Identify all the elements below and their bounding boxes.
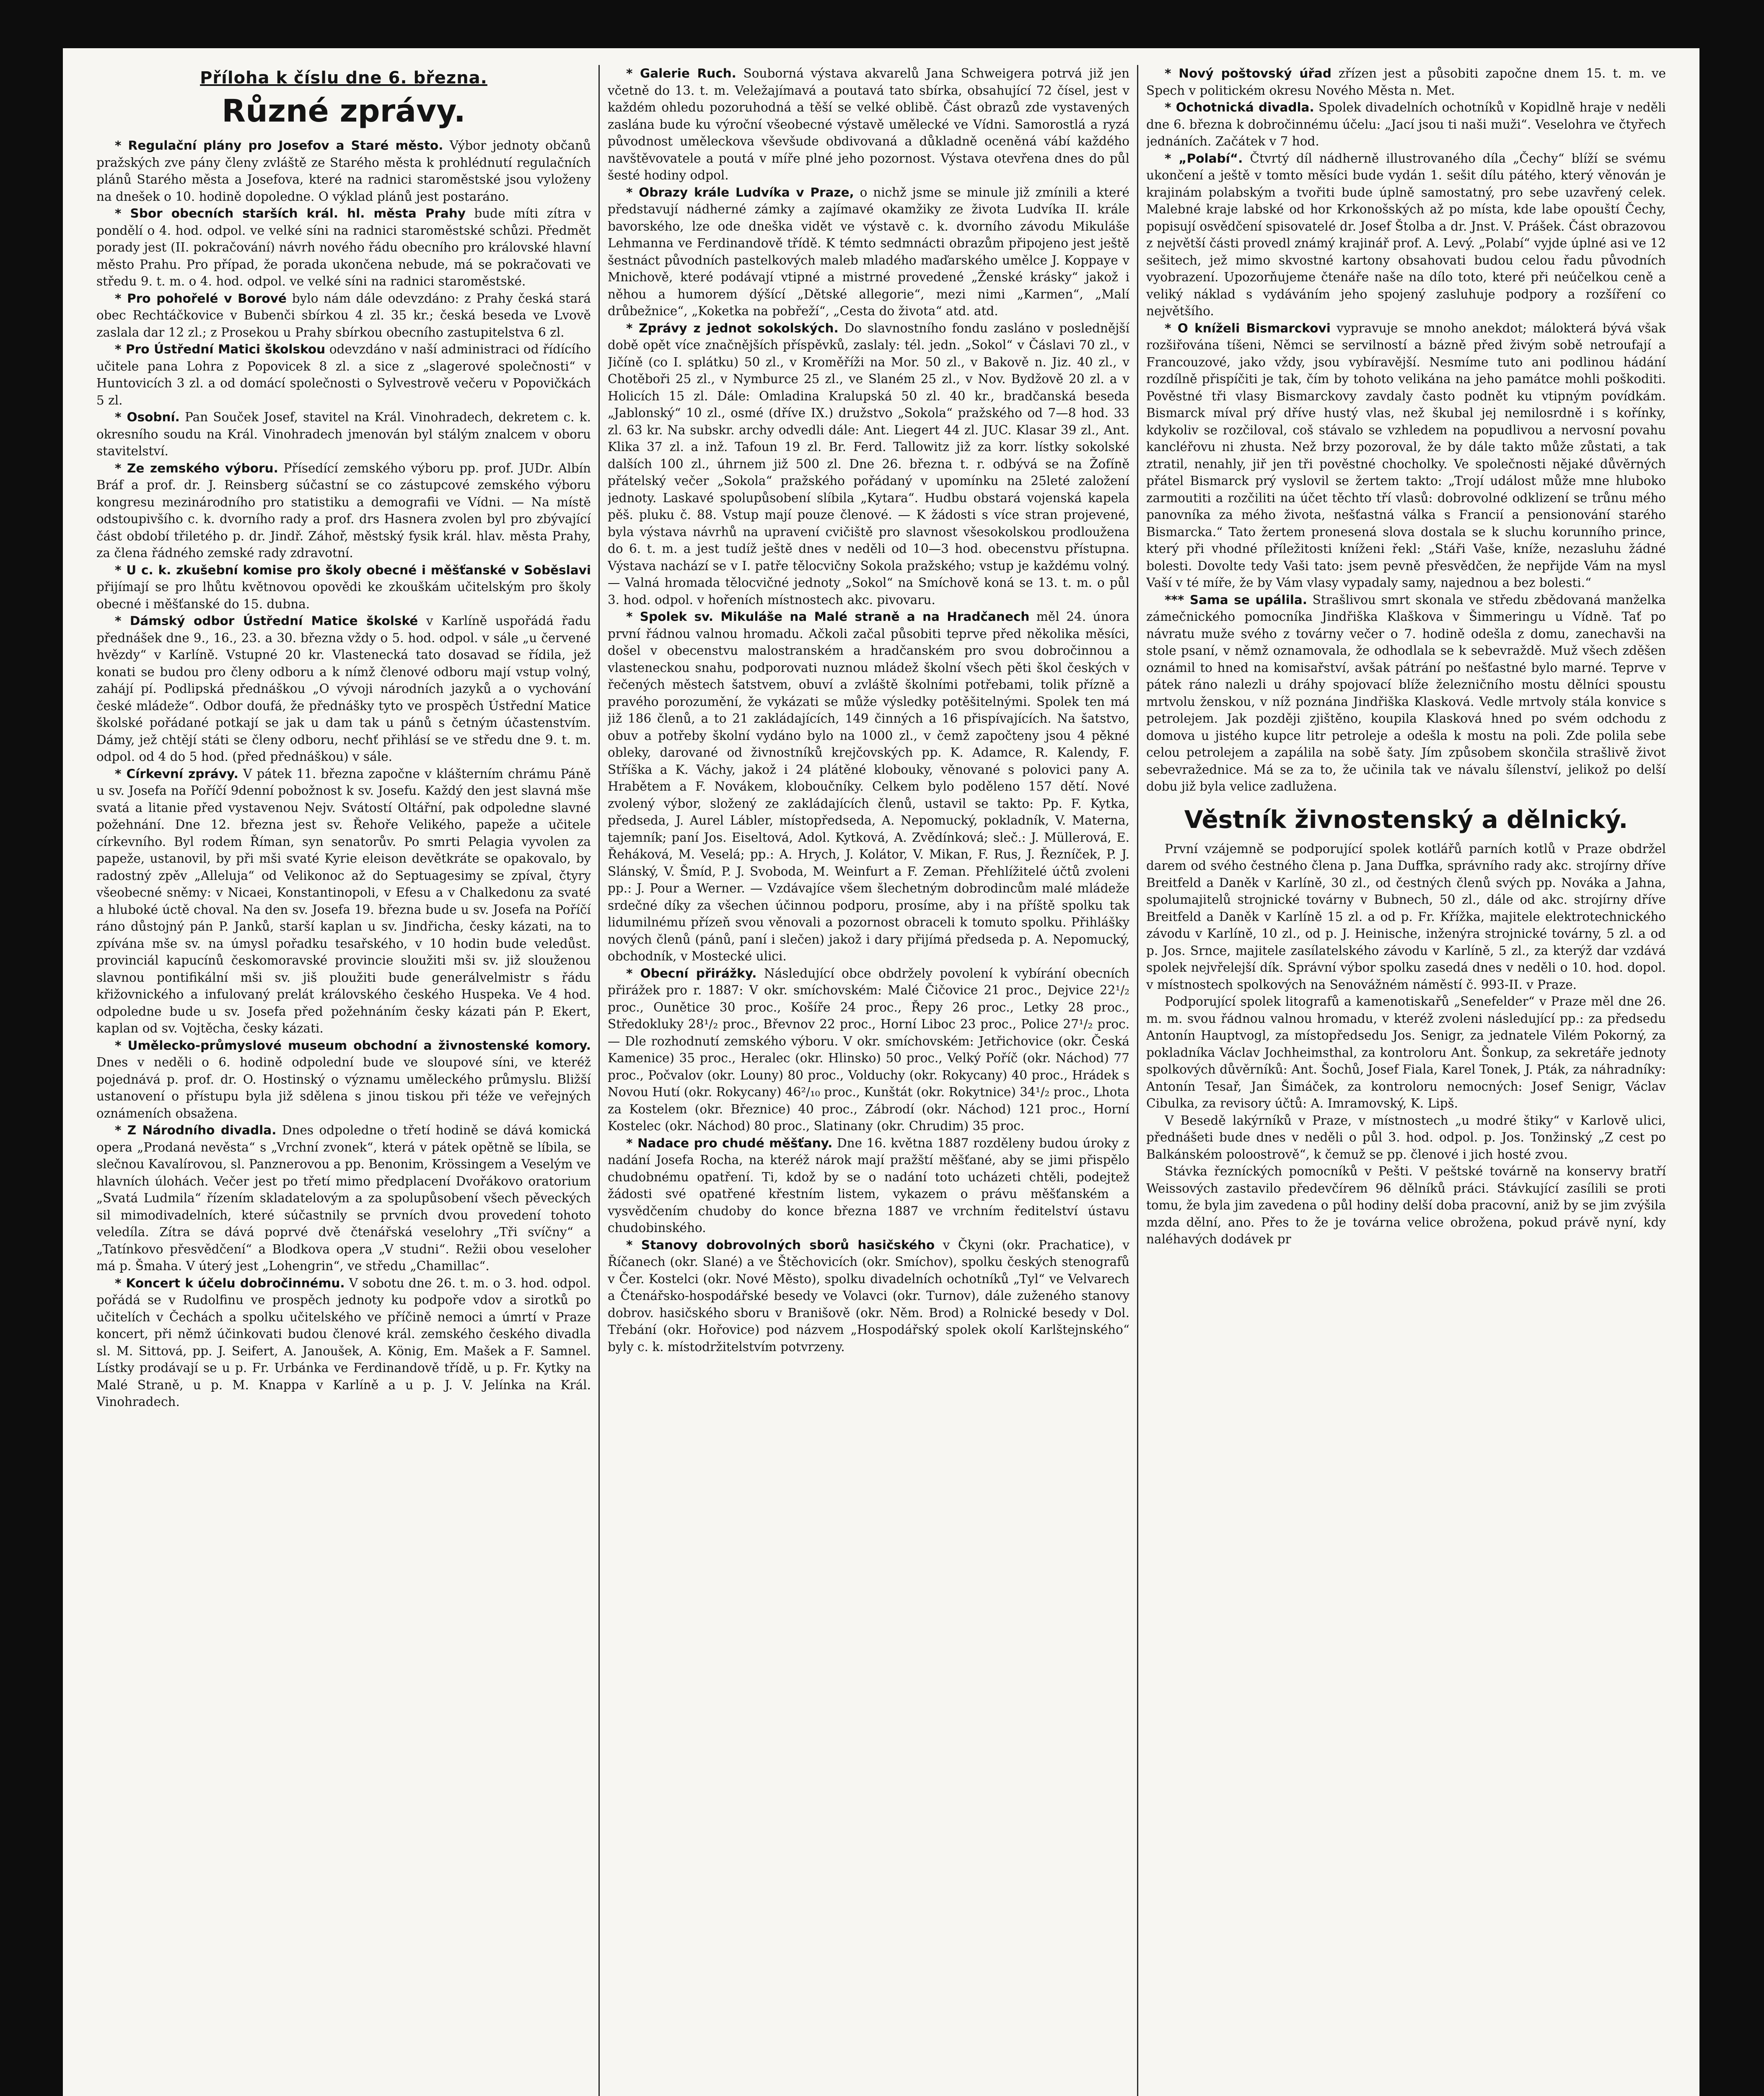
news-item-text: Podporující spolek litografů a kamenotiskařů „Senefelder“ v Praze měl dne 26. m. m. svou řádnou valnou hromadu, v kteréž zvoleni následující pp.: za předsedu Antonín Hauptvogl, za místopředsedu Jos. Senigr, za jednatele Vilém Pokorný, za pokladníka Václav Jochheimsthal, za kontroloru Ant. Šonkup, za sekretáře jednoty spolkových důvěrníků: Ant. Šochů, Josef Fiala, Karel Tonek, J. Pták, za náhradníky: Antonín Tesař, Jan Šimáček, za kontroloru nemocných: Josef Senigr, Václav Cibulka, za revisory účtů: A. Imramovský, K. Lipš. — [1146, 994, 1666, 1110]
news-item — [96, 765, 591, 1037]
news-item — [608, 965, 1129, 1135]
news-item — [1146, 591, 1666, 795]
news-item — [1146, 150, 1666, 320]
news-item-heading: * Zprávy z jednot sokolských. — [626, 321, 839, 335]
news-item-heading: * Osobní. — [115, 410, 180, 424]
newspaper-page — [63, 48, 1699, 2096]
news-item-text: V pátek 11. března započne v klášterním chrámu Páně u sv. Josefa na Poříčí 9denní pobožnost k sv. Josefu. Každý den jest slavná mše svatá a litanie před vystavenou Nejv. Svátostí Oltářní, pak odpoledne slavné požehnání. Dne 12. března jest sv. Řehoře Velikého, papeže a učitele církevního. Byl rodem Říman, syn senatorův. Po smrti Pelagia vyvolen za papeže, ustanovil, by při mši svaté Kyrie eleison devětkráte se opakovalo, by radostný zpěv „Alleluja“ od Velikonoc až do Septuagesimy se zpíval, čtyry všeobecné sněmy: v Nicaei, Konstantinopoli, v Efesu a v Chalkedonu za svaté a hluboké úctě choval. Na den sv. Josefa 19. března bude u sv. Josefa na Poříčí ráno důstojný pán P. Janků, starší kaplan u sv. Jindřicha, česky kázati, na to zpívána mše sv. na úmysl pořadku tesařského, v 10 hodin bude veledůst. provinciál kapucínů českomoravské provincie sloužiti mši sv. již slouženou slavnou pontifikální mši sv. jiš ploužiti bude generálvelmistr s řádu křižovnického a infulovaný prelát královského českého Huspeka. Ve 4 hod. odpoledne bude u sv. Josefa před požehnáním česky kázati pán P. Ekert, kaplan od sv. Vojtěcha, česky kázati. — [96, 766, 591, 1035]
news-item-heading: * Galerie Ruch. — [626, 66, 736, 80]
news-item — [96, 205, 591, 290]
news-item — [1146, 99, 1666, 150]
news-item — [96, 409, 591, 460]
news-item-text: v Čkyni (okr. Prachatice), v Říčanech (okr. Slané) a ve Štěchovicích (okr. Smíchov), spolku českých stenografů v Čer. Kostelci (okr. Nové Město), spolku divadelních ochotníků „Tyl“ ve Velvarech a Čtenářsko-hospodářské besedy ve Volavci (okr. Turnov), dále zuženého stanovy dobrov. hasičského sboru v Branišově (okr. Něm. Brod) a Rolnické besedy v Dol. Třebání (okr. Hořovice) pod názvem „Hospodářský spolek okolí Karlštejnského“ byly c. k. místodržitelstvím potvrzeny. — [608, 1237, 1129, 1354]
news-item-text: o nichž jsme se minule již zmínili a které představují nádherné zámky a zajímavé okamžiky ze života Ludvíka II. krále bavorského, lze ode dneška vidět ve výstavě c. k. dvorního závodu Mikuláše Lehmanna ve Ferdinandově třídě. K témto sedmnácti obrazům připojeno jest ještě šestnáct původních pastelkových maleb mladého maďarského umělce J. Koppaye v Mnichově, které podávají vtipné a mistrné provedené „Ženské krásky“ jakož i něhou a humorem dýšící „Dětské allegorie“, mezi nimi „Karmen“, „Malí drůbežnice“, „Koketka na pobřeží“, „Cesta do života“ atd. atd. — [608, 185, 1129, 318]
news-item-heading: * Spolek sv. Mikuláše na Malé straně a na Hradčanech — [626, 610, 1030, 624]
news-item-heading: * Regulační plány pro Josefov a Staré město. — [115, 138, 443, 153]
article-list — [608, 65, 1129, 1355]
news-item-heading: * „Polabí“. — [1165, 151, 1243, 166]
column-3 — [1146, 65, 1666, 2096]
news-item — [96, 562, 591, 613]
column-rule — [598, 65, 600, 2096]
news-item — [608, 65, 1129, 184]
news-item — [608, 1135, 1129, 1237]
news-item — [608, 184, 1129, 320]
news-item-heading: * Církevní zprávy. — [115, 766, 238, 781]
news-item — [96, 1275, 591, 1411]
news-item — [96, 1037, 591, 1122]
news-item-heading: * Stanovy dobrovolných sborů hasičského — [626, 1237, 935, 1252]
news-item-heading: * U c. k. zkušební komise pro školy obecné i měšťanské v Soběslavi — [115, 563, 591, 577]
news-item-heading: * Pro pohořelé v Borové — [115, 291, 287, 306]
news-item-text: vypravuje se mnoho anekdot; málokterá bývá však rozšiřována tíšeni, Němci se servilností a bázně před živým sobě netroufají a Francouzové, jako vždy, jsou vybíravější. Nesmíme tuto ani podlinou hádání rozdílně přispíčiti je tak, čím by tohoto velikána na jeho památce mohli poškoditi. Pověstné tři vlasy Bismarckovy zavdaly často podnět ku vtipným povídkám. Bismarck míval prý dříve hustý vlas, než škubal jej nemilosrdně i s kořínky, kdykoliv se rozčiloval, coš stávalo se vzhledem na popudlivou a nervosní povahu kancléřovu ni zhusta. Než brzy pozoroval, že by dále takto může zůstati, a tak ztratil, nenahly, jiř jen tři pověstné chocholky. Ve společnosti nějaké důvěrných přátel Bismarck prý vyslovil se žertem takto: „Trojí událost může mne hluboko zarmoutiti a rozčiliti na účet těchto tří vlasů: dobrovolné odklizení se trůnu mého panovníka za mého života, nešťastná válka s Francií a pensionování starého Bismarcka.“ Tato žertem pronesená slova dostala se k sluchu korunního prince, který při vhodné příležitosti kníženi řekl: „Stáři Vaše, kníže, nezasluhu žádné bolesti. Dovolte tedy Vaši tato: jsem pevně přesvědčen, že nepřijde Vám na mysl Vaší v té míře, že by Vám vlasy vypadaly samy, najednou a bez bolesti.“ — [1146, 321, 1666, 590]
news-item-text: Spolek divadelních ochotníků v Kopidlně hraje v neděli dne 6. března k dobročinnému účelu: „Jací jsou ti naši muži“. Veselohra ve čtyřech jednáních. Začátek v 7 hod. — [1146, 100, 1666, 148]
news-item-text: zřízen jest a působiti započne dnem 15. t. m. ve Spech v politickém okresu Nového Města n. Met. — [1146, 66, 1666, 98]
news-item-text: Výbor jednoty občanů pražských zve pány členy zvláště ze Starého města k prohlédnutí regulačních plánů Starého města a Josefova, které na radnici staroměstské jsou vyloženy na dnešek o 10. hodině dopoledne. O výklad plánů jest postaráno. — [96, 138, 591, 204]
news-item-heading: * Nový poštovský úřad — [1165, 66, 1331, 80]
news-item-heading: * Pro Ústřední Matici školskou — [115, 342, 326, 356]
article-list — [1146, 65, 1666, 1248]
news-item-heading: *** Sama se upálila. — [1165, 592, 1307, 607]
column-1 — [96, 65, 591, 2096]
news-item-text: V sobotu dne 26. t. m. o 3. hod. odpol. pořádá se v Rudolfinu ve prospěch jednoty ku podpoře vdov a sirotků po učitelích v Čechách a spolku učitelského ve příčině nemoci a úmrtí v Praze koncert, při němž účinkovati budou členové král. zemského českého divadla sl. M. Sittová, pp. J. Seifert, A. Janoušek, A. König, Em. Mašek a F. Samnel. Lístky prodávají se u p. Fr. Urbánka ve Ferdinandově třídě, u p. Fr. Kytky na Malé Straně, u p. M. Knappa v Karlíně a u p. J. V. Jelínka na Král. Vinohradech. — [96, 1276, 591, 1409]
news-item-text: v Karlíně uspořádá řadu přednášek dne 9., 16., 23. a 30. března vždy o 5. hod. odpol. v sále „u červené hvězdy“ v Karlíně. Vstupné 20 kr. Vlastenecká tato dosavad se řídila, jež konati se budou pro členy odboru a k nímž členové odboru mají vstup volný, zahájí pí. Podlipská přednáškou „O vývoji národních jazyků a o vychování české mládeže“. Odbor doufá, že přednášky tyto ve prospěch Ústřední Matice školské pořádané potkají se jak u dam tak u pánů s četným účastenstvím. Dámy, jež chtějí státi se členy odboru, nechť přihlásí se ve středu dne 9. t. m. odpol. od 4 do 5 hod. (před přednáškou) v sále. — [96, 614, 591, 764]
news-item — [1146, 320, 1666, 591]
news-item-text: Čtvrtý díl nádherně illustrovaného díla „Čechy“ blíží se svému ukončení a ještě v tomto měsíci bude vydán 1. sešit dílu pátého, který věnován je krajinám polabským a tvořiti bude úplně samostatný, pro sebe uzavřený celek. Malebné kraje labské od hor Krkonošských až po místa, kde labe opouští Čechy, popisují osvědčení spisovatelé dr. Josef Štolba a dr. Jnst. V. Prášek. Část obrazovou z největší části provedl známý krajinář prof. A. Levý. „Polabí“ vyjde úplné asi ve 12 sešitech, jež mimo skvostné kartony obsahovati budou celou řadu původních vyobrazení. Upozorňujeme čtenáře naše na dílo toto, které při neúčelkou ceně a veliký náklad s vydáváním jeho spojený zasluhuje podpory a rozšíření co největšího. — [1146, 151, 1666, 318]
news-item — [1146, 840, 1666, 994]
news-item-text: Souborná výstava akvarelů Jana Schweigera potrvá již jen včetně do 13. t. m. Veležajímavá a poutavá tato sbírka, obsahující 72 čísel, jest v každém ohledu pozoruhodná a těší se velké oblibě. Část obrazů zde vystavených zaslána bude ku výroční všeobecné výstavě umělecké ve Vídni. Samorostlá a ryzá původnost uměleckova vševšude obdivovaná a důkladně oceněná vábí každého navštěvovatele a poutá v míře plné jeho pozornost. Výstava otevřena dnes do půl šesté hodiny odpol. — [608, 66, 1129, 182]
news-item-text: bylo nám dále odevzdáno: z Prahy česká stará obec Rechtáčkovice v Bubenči sbírkou 4 zl. 35 kr.; česká beseda ve Lvově zaslala dar 12 zl.; z Prosekou u Prahy sbírkou obecního zastupitelstva 6 zl. — [96, 291, 591, 340]
news-item-heading: * O kníželi Bismarckovi — [1165, 321, 1331, 335]
news-item-text: Dnes odpoledne o třetí hodině se dává komická opera „Prodaná nevěsta“ s „Vrchní zvonek“, která v pátek opětně se líbila, se slečnou Kavalírovou, sl. Panznerovou a pp. Benonim, Krössingem a Veselým ve hlavních úlohách. Večer jest po třetí mimo předplacení Dvořákovo oratorium „Svatá Ludmila“ řízením skladatelovým a za spolupůsobení všech pěveckých sil mimodivadelních, které súčastnily se prvních dvou provedení tohoto veledíla. Zítra se dává poprvé dvě čtenářská veselohry „Tři svíčny“ a „Tatínkovo přesvědčení“ a Blodkova opera „V studni“. Režii obou veseloher má p. Šmaha. V úterý jest „Lohengrin“, ve středu „Chamillac“. — [96, 1123, 591, 1273]
news-item-heading: * Ze zemského výboru. — [115, 461, 278, 475]
section-title-trade: Věstník živnostenský a dělnický. — [1184, 805, 1628, 834]
news-item-text: Přísedící zemského výboru pp. prof. JUDr. Albín Bráf a prof. dr. J. Reinsberg súčastní se co zástupcové zemského výboru kongresu mezinárodního pro statistiku a demografii ve Vídni. — Na místě odstoupivšího c. k. dvorního rady a prof. drs Hasnera zvolen byl pro zbývající část období třiletého p. dr. Jindř. Záhoř, městský fysik král. hlav. města Prahy, za člena řádného zemské rady zdravotní. — [96, 461, 591, 560]
news-item-text: Strašlivou smrt skonala ve středu zbědovaná manželka zámečnického pomocníka Jindřiška Klaškova v Šimmeringu u Vídně. Tať po návratu muže svého z továrny večer o 7. hodině odešla z domu, zanechavši na stole psaní, v němž oznamovala, že odhodlala se k sebevraždě. Muž všech zděšen oznámil to hned na komisařství, avšak pátrání po nešťastné bylo marné. Teprve v pátek ráno nalezli u dráhy spojovací blíže železničního mostu dělníci spoustu mrtvolu ženskou, v níž poznána Jindřiška Klasková. Vedle mrtvoly stála konvice s petrolejem. Jak později zjištěno, koupila Klasková hned po svém odchodu z domova u jistého kupce litr petroleje a odešla k mostu na poli. Zde polila sebe celou petrolejem a zapálila na sobě šaty. Jím způsobem skončila strašlivě život sebevražednice. Má se za to, že učinila tak ve návalu šílenství, jelikož po delší dobu již byla velice zadlužena. — [1146, 592, 1666, 794]
news-item-text: V Besedě lakýrníků v Praze, v místnostech „u modré štiky“ v Karlově ulici, přednášeti bude dnes v neděli o půl 3. hod. odpol. p. Jos. Tonžinský „Z cest po Balkánském poloostrově“, k čemuž se pp. členové i jich hosté zvou. — [1146, 1113, 1666, 1162]
news-item-heading: * Umělecko-průmyslové museum obchodní a živnostenské komory. — [115, 1038, 591, 1053]
news-item — [608, 608, 1129, 965]
news-item — [608, 320, 1129, 609]
news-item — [96, 612, 591, 765]
news-item-heading: * Obecní přirážky. — [626, 966, 757, 981]
news-item-text: přijímají se pro lhůtu květnovou opovědi ke zkouškám učitelským pro školy obecné i měšťanské do 15. dubna. — [96, 580, 591, 611]
news-item-text: odevzdáno v naší administraci od řídícího učitele pana Lohra z Popovicek 8 zl. a sice z „slagerové společnosti“ v Huntovicích 3 zl. a od domácí společnosti o Sylvestrově večeru v Popovičkách 5 zl. — [96, 342, 591, 407]
news-item-heading: * Nadace pro chudé měšťany. — [626, 1136, 833, 1150]
news-item — [1146, 65, 1666, 99]
news-item-text: Dnes v neděli o 6. hodině odpolední bude ve sloupové síni, ve kteréž pojednává p. prof. dr. O. Hostinský o významu uměleckého průmyslu. Bližší ustanovení o přístupu byla již sdělena s jinou tiskou při téže ve veřejných oznámeních obsažena. — [96, 1055, 591, 1121]
news-item-heading: * Ochotnická divadla. — [1165, 100, 1314, 114]
news-item — [1146, 993, 1666, 1112]
news-item — [96, 460, 591, 562]
news-item-heading: * Z Národního divadla. — [115, 1123, 277, 1137]
news-item-text: Do slavnostního fondu zasláno v poslednější době opět více značnějších příspěvků, zaslaly: tél. jedn. „Sokol“ v Čáslavi 70 zl., v Jičíně (co I. splátku) 50 zl., v Kroměříži na Mor. 50 zl., v Bakově n. Jiz. 40 zl., v Chotěboři 25 zl., v Nymburce 25 zl., ve Slaném 25 zl., v Nov. Bydžově 20 zl. a v Holicích 15 zl. Dále: Omladina Kralupská 50 zl. 40 kr., bradčanská beseda „Jablonský“ 10 zl., osmé (dříve IX.) družstvo „Sokola“ pražského od 7—8 hod. 33 zl. 63 kr. Na subskr. archy odvedli dále: Ant. Liegert 44 zl. JUC. Klasar 39 zl., Ant. Klika 37 zl. a inž. Tafoun 19 zl. Br. Ferd. Tallowitz již za korr. lístky sokolské dalších 100 zl., úhrnem již 500 zl. Dne 26. března t. r. odbývá se na Žofíně přátelský večer „Sokola“ pražského pořádaný v upomínku na 25leté založení jednoty. Laskavé spolupůsobení slíbila „Kytara“. Hudbu obstará vojenská kapela pěš. pluku č. 88. Vstup mají pouze členové. — K žádosti s více stran projevené, byla výstava návrhů na upravení cvičiště pro slavnost všesokolskou prodloužena do 6. t. m. a jest tudíž ještě dnes v neděli od 10—3 hod. obecenstvu přístupna. Výstava nachází se v I. patře tělocvičny Sokola pražského; vstup je každému volný. — Valná hromada tělocvičné jednoty „Sokol“ na Smíchově koná se 13. t. m. o půl 3. hod. odpol. v hořeních místnostech akc. pivovaru. — [608, 321, 1129, 607]
news-item-text: Následující obce obdržely povolení k vybírání obecních přirážek pro r. 1887: V okr. smíchovském: Malé Čičovice 21 proc., Dejvice 22¹/₂ proc., Ounětice 30 proc., Košíře 24 proc., Řepy 26 proc., Letky 28 proc., Středokluky 28¹/₂ proc., Břevnov 22 proc., Horní Liboc 23 proc., Police 27¹/₂ proc. — Dle rozhodnutí zemského výboru. V okr. smíchovském: Jetřichovice (okr. Česká Kamenice) 35 proc., Heralec (okr. Hlinsko) 50 proc., Velký Poříč (okr. Náchod) 77 proc., Počvalov (okr. Louny) 80 proc., Volduchy (okr. Rokycany) 40 proc., Hrádek s Novou Hutí (okr. Rokycany) 46²/₁₀ proc., Kunštát (okr. Rokytnice) 34¹/₂ proc., Lhota za Kostelem (okr. Březnice) 40 proc., Zábrodí (okr. Náchod) 121 proc., Horní Kostelec (okr. Náchod) 80 proc., Slatinany (okr. Chrudim) 35 proc. — [608, 966, 1129, 1133]
news-item — [1146, 1163, 1666, 1248]
news-item-text: měl 24. února první řádnou valnou hromadu. Ačkoli začal působiti teprve před několika měsíci, došel v obecenstvu malostranském a hradčanském pro svou dobročinnou a vlasteneckou snahu, podporovati nuznou mládež školní všech pěti škol českých v řečených městech šatstvem, obuví a zvláště školními potřebami, tolik přízně a pravého porozumění, že vykázati se může výsledky potěšitelnými. Spolek ten má již 186 členů, a to 21 zakládajících, 149 činných a 16 přispívajících. Na šatstvo, obuv a potřeby školní vydáno bylo na 1000 zl., v čemž započteny jsou 4 pěkné obleky, darované od živnostníků krejčovských pp. K. Adamce, R. Kalendy, F. Stříška a K. Váchy, jakož i 24 plátěné klobouky, věnované s polovici pany A. Hrabětem a F. Novákem, kloboučníky. Celkem bylo poděleno 157 dětí. Nové zvolený výbor, složený ze zakládajících členů, ustavil se takto: Pp. F. Kytka, předseda, J. Aurel Lábler, místopředseda, A. Nepomucký, pokladník, V. Materna, tajemník; paní Jos. Eiseltová, Adol. Kytková, A. Zvědínková; sleč.: J. Müllerová, E. Řeháková, M. Veselá; pp.: A. Hrych, J. Kolátor, V. Mikan, F. Rus, J. Řezníček, P. J. Slánský, V. Šmíd, P. J. Svoboda, M. Weinfurt a F. Zeman. Přehlížitelé účtů zvoleni pp.: J. Pour a Werner. — Vzdávajíce všem šlechetným dobrodincům malé mládeže srdečné díky za všechen účinnou podporu, prosíme, aby i na příště spolku tak lidumilnému přízeň svou věnovali a pozornost obraceli k tomuto spolku. Přihlášky nových členů (pánů, paní i slečen) jakož i dary přijímá předseda p. A. Nepomucký, obchodník, v Mostecké ulici. — [608, 610, 1129, 963]
news-item — [96, 341, 591, 409]
news-item-text: bude míti zítra v pondělí o 4. hod. odpol. ve velké síni na radnici staroměstské schůzi. Předmět porady jest (II. pokračování) návrh nového řádu obecního pro královské hlavní město Prahu. Pro případ, že porada ukončena nebude, má se pokračovati ve středu 9. t. m. o 4. hod. odpol. ve velké síni na radnici staroměstské. — [96, 206, 591, 288]
news-item — [96, 1122, 591, 1275]
column-rule — [1137, 65, 1138, 2096]
column-2 — [608, 65, 1129, 2096]
supplement-title: Příloha k číslu dne 6. března. — [200, 68, 487, 88]
news-item — [96, 290, 591, 341]
news-item — [608, 1237, 1129, 1356]
news-item-heading: * Koncert k účelu dobročinnému. — [115, 1276, 345, 1290]
news-item-heading: * Dámský odbor Ústřední Matice školské — [115, 614, 418, 628]
news-item-text: Pan Souček Josef, stavitel na Král. Vinohradech, dekretem c. k. okresního soudu na Král. Vinohradech jmenován byl stálým znalcem v oboru stavitelství. — [96, 410, 591, 458]
news-item-text: První vzájemně se podporující spolek kotlářů parních kotlů v Praze obdržel darem od svého čestného člena p. Jana Duffka, správního rady akc. strojírny dříve Breitfeld a Daněk v Karlíně, 30 zl., od čestných členů svých pp. Nováka a Jahna, spolumajitelů strojnické továrny v Bubnech, 50 zl., dále od akc. strojírny dříve Breitfeld a Daněk v Karlíně 15 zl. a od p. Fr. Křížka, majitele elektrotechnického závodu v Karlíně, 10 zl., od p. J. Heinische, inženýra strojnické továrny, 5 zl. a od p. Jos. Srnce, majitele zasílatelského závodu v Karlíně, 5 zl., za kterýž dar vzdává spolek nejvřelejší dík. Správní výbor spolku zasedá dnes v neděli o 10. hod. dopol. v místnostech spolkových na Senovážném náměstí č. 993-II. v Praze. — [1146, 841, 1666, 992]
news-item-text: Dne 16. května 1887 rozděleny budou úroky z nadání Josefa Rocha, na kteréž nárok mají pražští měšťané, aby se jimi přispělo chudobnému opatření. Ti, kdož by se o nadání toto ucházeti chtěli, podejtež žádosti své opatřené křestním listem, vykazem o právu měšťanském a vysvědčením chudoby do konce března 1887 ve vrchním ředitelství ústavu chudobinského. — [608, 1136, 1129, 1235]
news-item — [1146, 1112, 1666, 1163]
news-item-text: Stávka řezníckých pomocníků v Pešti. V peštské továrně na konservy bratří Weissových zastavilo předevčírem 96 dělníků práci. Stávkující zasílili se proti tomu, že byla jim zavedena o půl hodiny delší doba pracovní, aniž by se jim zvýšila mzda dělní, ano. Přes to že je továrna velice obrožena, pokud právě nyní, kdy naléhavých dodávek pr — [1146, 1164, 1666, 1246]
news-item-heading: * Sbor obecních starších král. hl. města Prahy — [115, 206, 466, 220]
article-list — [96, 137, 591, 1411]
news-item-heading: * Obrazy krále Ludvíka v Praze, — [626, 185, 854, 200]
section-title-news: Různé zprávy. — [222, 93, 466, 129]
news-item — [96, 137, 591, 205]
